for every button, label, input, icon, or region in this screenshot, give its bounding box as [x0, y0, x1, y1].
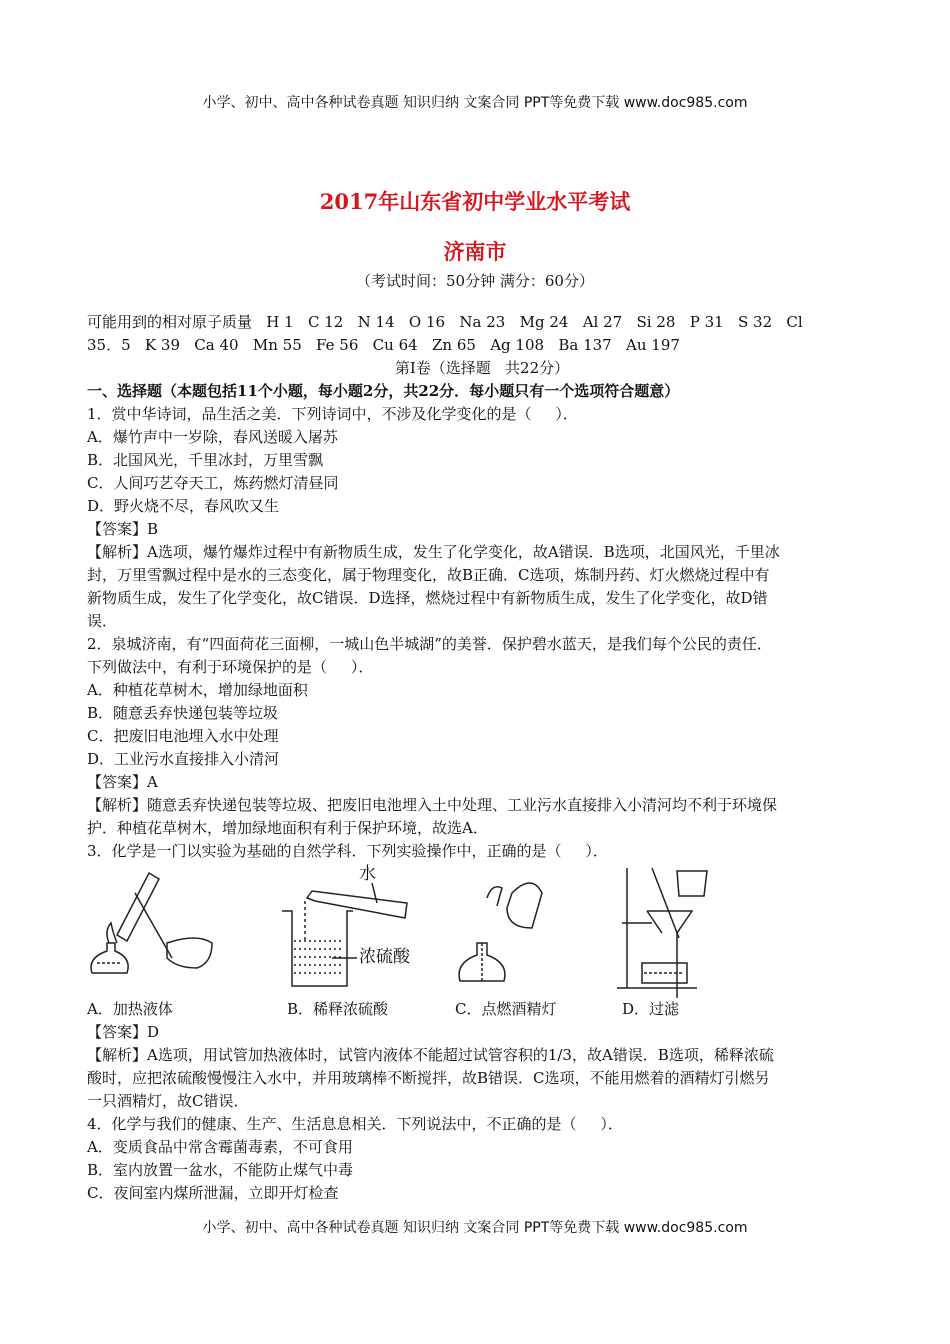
option: D．野火烧不尽，春风吹又生	[87, 497, 280, 515]
section-title: 一、选择题（本题包括11个小题，每小题2分，共22分．每小题只有一个选项符合题意）	[87, 382, 680, 400]
acid-label: 浓硫酸	[359, 947, 410, 967]
heating-liquid-figure	[87, 863, 217, 998]
header-banner: 小学、初中、高中各种试卷真题 知识归纳 文案合同 PPT等免费下载 www.doc985.com	[202, 95, 748, 111]
option: B．北国风光，千里冰封，万里雪飘	[87, 451, 324, 469]
option: A．爆竹声中一岁除，春风送暖入屠苏	[87, 428, 338, 446]
option: A．加热液体	[87, 1000, 173, 1018]
answer: 【答案】B	[87, 520, 159, 538]
option: C．把废旧电池埋入水中处理	[87, 727, 279, 745]
analysis-line: 封，万里雪飘过程中是水的三态变化，属于物理变化，故B正确．C选项，炼制丹药、灯火燃烧过程中有	[87, 566, 770, 584]
question-2-stem: 2．泉城济南，有“四面荷花三面柳，一城山色半城湖”的美誉．保护碧水蓝天，是我们每个公民的责任．	[87, 635, 772, 653]
analysis-line: 【解析】随意丢弃快递包装等垃圾、把废旧电池埋入土中处理、工业污水直接排入小清河均不利于环境保	[87, 796, 778, 814]
lighting-lamp-figure	[457, 863, 567, 998]
exam-info: （考试时间：50分钟 满分：60分）	[356, 272, 594, 290]
document-subtitle-city: 济南市	[443, 239, 507, 264]
answer: 【答案】D	[87, 1023, 160, 1041]
analysis-line: 一只酒精灯，故C错误．	[87, 1092, 249, 1110]
experiment-figures	[87, 863, 877, 998]
analysis-line: 新物质生成，发生了化学变化，故C错误．D选择，燃烧过程中有新物质生成，发生了化学变化，故D错	[87, 589, 768, 607]
option: D．工业污水直接排入小清河	[87, 750, 280, 768]
option: B．随意丢弃快递包装等垃圾	[87, 704, 279, 722]
option: C．人间巧艺夺天工，炼药燃灯清昼同	[87, 474, 339, 492]
option: C．点燃酒精灯	[455, 1000, 557, 1018]
option: B．室内放置一盆水，不能防止煤气中毒	[87, 1161, 354, 1179]
option: D．过滤	[622, 1000, 680, 1018]
volume-title: 第Ⅰ卷（选择题 共22分）	[394, 359, 570, 377]
question-3-stem: 3．化学是一门以实验为基础的自然学科．下列实验操作中，正确的是（ ）．	[87, 842, 608, 860]
analysis-line: 酸时，应把浓硫酸慢慢注入水中，并用玻璃棒不断搅拌，故B错误．C选项，不能用燃着的酒精灯引燃另	[87, 1069, 770, 1087]
analysis-line: 【解析】A选项，用试管加热液体时，试管内液体不能超过试管容积的1/3，故A错误．B选项，稀释浓硫	[87, 1046, 774, 1064]
atomic-masses-line: 可能用到的相对原子质量 H 1 C 12 N 14 O 16 Na 23 Mg 24 Al 27 Si 28 P 31 S 32 Cl	[87, 313, 803, 331]
question-4-stem: 4．化学与我们的健康、生产、生活息息相关．下列说法中，不正确的是（ ）．	[87, 1115, 623, 1133]
option: B．稀释浓硫酸	[287, 1000, 389, 1018]
analysis-line: 护．种植花草树木，增加绿地面积有利于保护环境，故选A．	[87, 819, 488, 837]
option: C．夜间室内煤所泄漏，立即开灯检查	[87, 1184, 339, 1202]
footer-banner: 小学、初中、高中各种试卷真题 知识归纳 文案合同 PPT等免费下载 www.doc985.com	[202, 1220, 748, 1236]
question-2-stem: 下列做法中，有利于环境保护的是（ ）．	[87, 658, 374, 676]
atomic-masses-line: 35．5 K 39 Ca 40 Mn 55 Fe 56 Cu 64 Zn 65 Ag 108 Ba 137 Au 197	[87, 336, 680, 354]
figure-captions	[87, 998, 877, 1021]
water-label: 水	[359, 864, 376, 884]
analysis-line: 误．	[87, 612, 118, 630]
analysis-line: 【解析】A选项，爆竹爆炸过程中有新物质生成，发生了化学变化，故A错误．B选项，北国风光，千里冰	[87, 543, 780, 561]
option: A．种植花草树木，增加绿地面积	[87, 681, 308, 699]
question-1-stem: 1．赏中华诗词，品生活之美．下列诗词中，不涉及化学变化的是（ ）．	[87, 405, 578, 423]
option: A．变质食品中常含霉菌毒素，不可食用	[87, 1138, 353, 1156]
filtration-figure	[617, 863, 727, 998]
answer: 【答案】A	[87, 773, 158, 791]
document-body	[87, 311, 877, 1205]
document-title: 2017年山东省初中学业水平考试	[319, 189, 631, 214]
